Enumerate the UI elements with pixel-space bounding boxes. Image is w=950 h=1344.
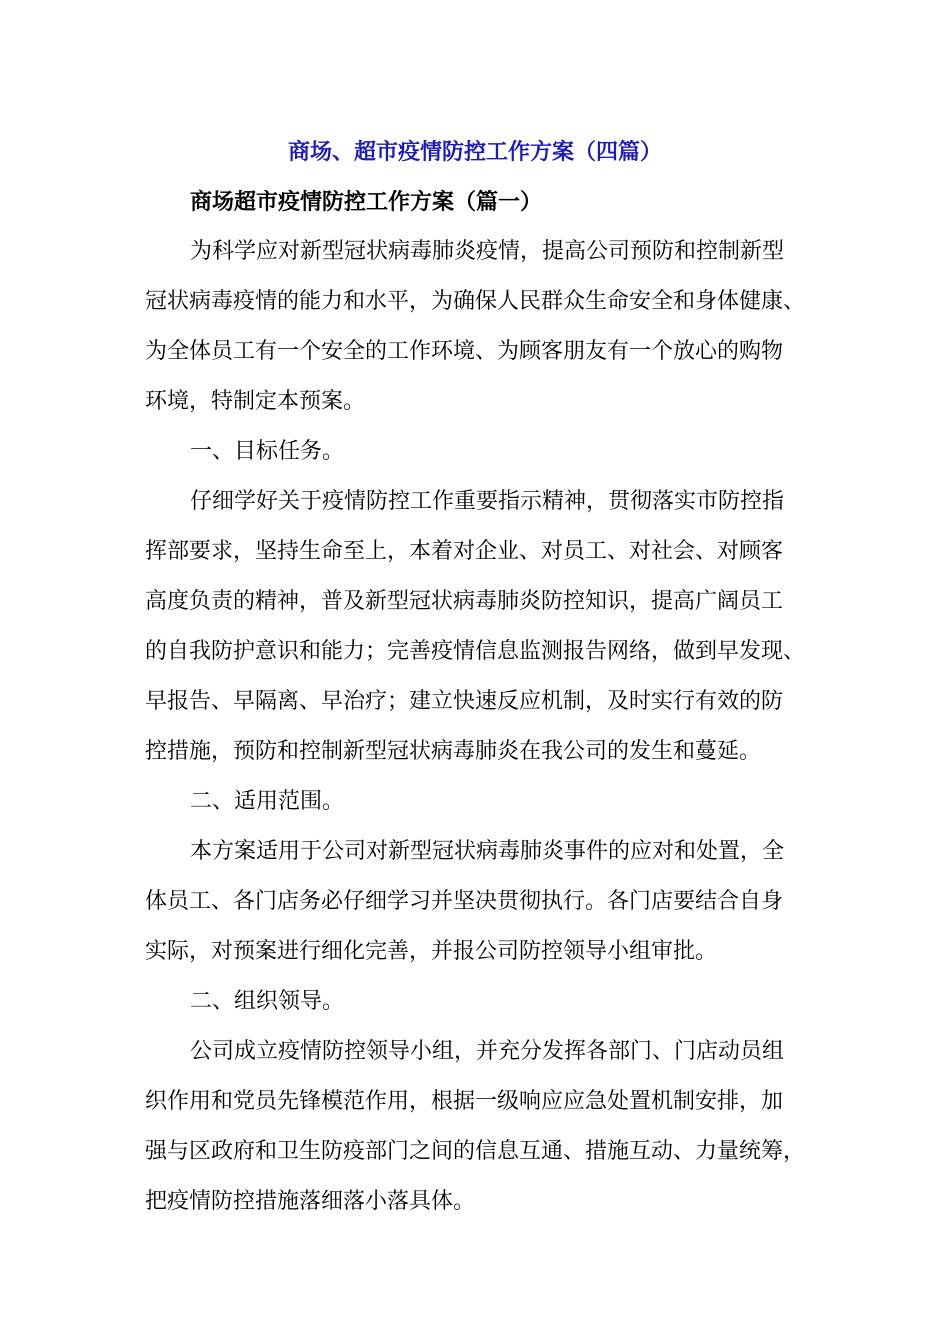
paragraph-line: 高度负责的精神，普及新型冠状病毒肺炎防控知识，提高广阔员工 [145,589,784,614]
paragraph-line: 本方案适用于公司对新型冠状病毒肺炎事件的应对和处置，全 [190,839,785,864]
paragraph-line: 控措施，预防和控制新型冠状病毒肺炎在我公司的发生和蔓延。 [145,739,762,764]
heading-line: 二、组织领导。 [190,989,345,1014]
heading-line: 二、适用范围。 [190,789,345,814]
paragraph-line: 织作用和党员先锋模范作用，根据一级响应应急处置机制安排，加 [145,1089,784,1114]
section-title: 商场超市疫情防控工作方案（篇一） [190,189,543,215]
paragraph-line: 环境，特制定本预案。 [145,389,366,414]
paragraph-line: 体员工、各门店务必仔细学习并坚决贯彻执行。各门店要结合自身 [145,889,784,914]
paragraph-line: 早报告、早隔离、早治疗；建立快速反应机制，及时实行有效的防 [145,689,784,714]
paragraph-line: 挥部要求，坚持生命至上，本着对企业、对员工、对社会、对顾客 [145,539,784,564]
paragraph-line: 把疫情防控措施落细落小落具体。 [145,1189,476,1214]
paragraph-line: 公司成立疫情防控领导小组，并充分发挥各部门、门店动员组 [190,1039,785,1064]
paragraph-line: 冠状病毒疫情的能力和水平，为确保人民群众生命安全和身体健康、 [145,289,806,314]
heading-line: 一、目标任务。 [190,439,345,464]
paragraph-line: 仔细学好关于疫情防控工作重要指示精神，贯彻落实市防控指 [190,489,785,514]
paragraph-line: 的自我防护意识和能力；完善疫情信息监测报告网络，做到早发现、 [145,639,806,664]
paragraph-line: 实际，对预案进行细化完善，并报公司防控领导小组审批。 [145,939,718,964]
paragraph-line: 为全体员工有一个安全的工作环境、为顾客朋友有一个放心的购物 [145,339,784,364]
paragraph-line: 为科学应对新型冠状病毒肺炎疫情，提高公司预防和控制新型 [190,239,785,264]
paragraph-line: 强与区政府和卫生防疫部门之间的信息互通、措施互动、力量统筹， [145,1139,806,1164]
document-title: 商场、超市疫情防控工作方案（四篇） [287,139,662,165]
